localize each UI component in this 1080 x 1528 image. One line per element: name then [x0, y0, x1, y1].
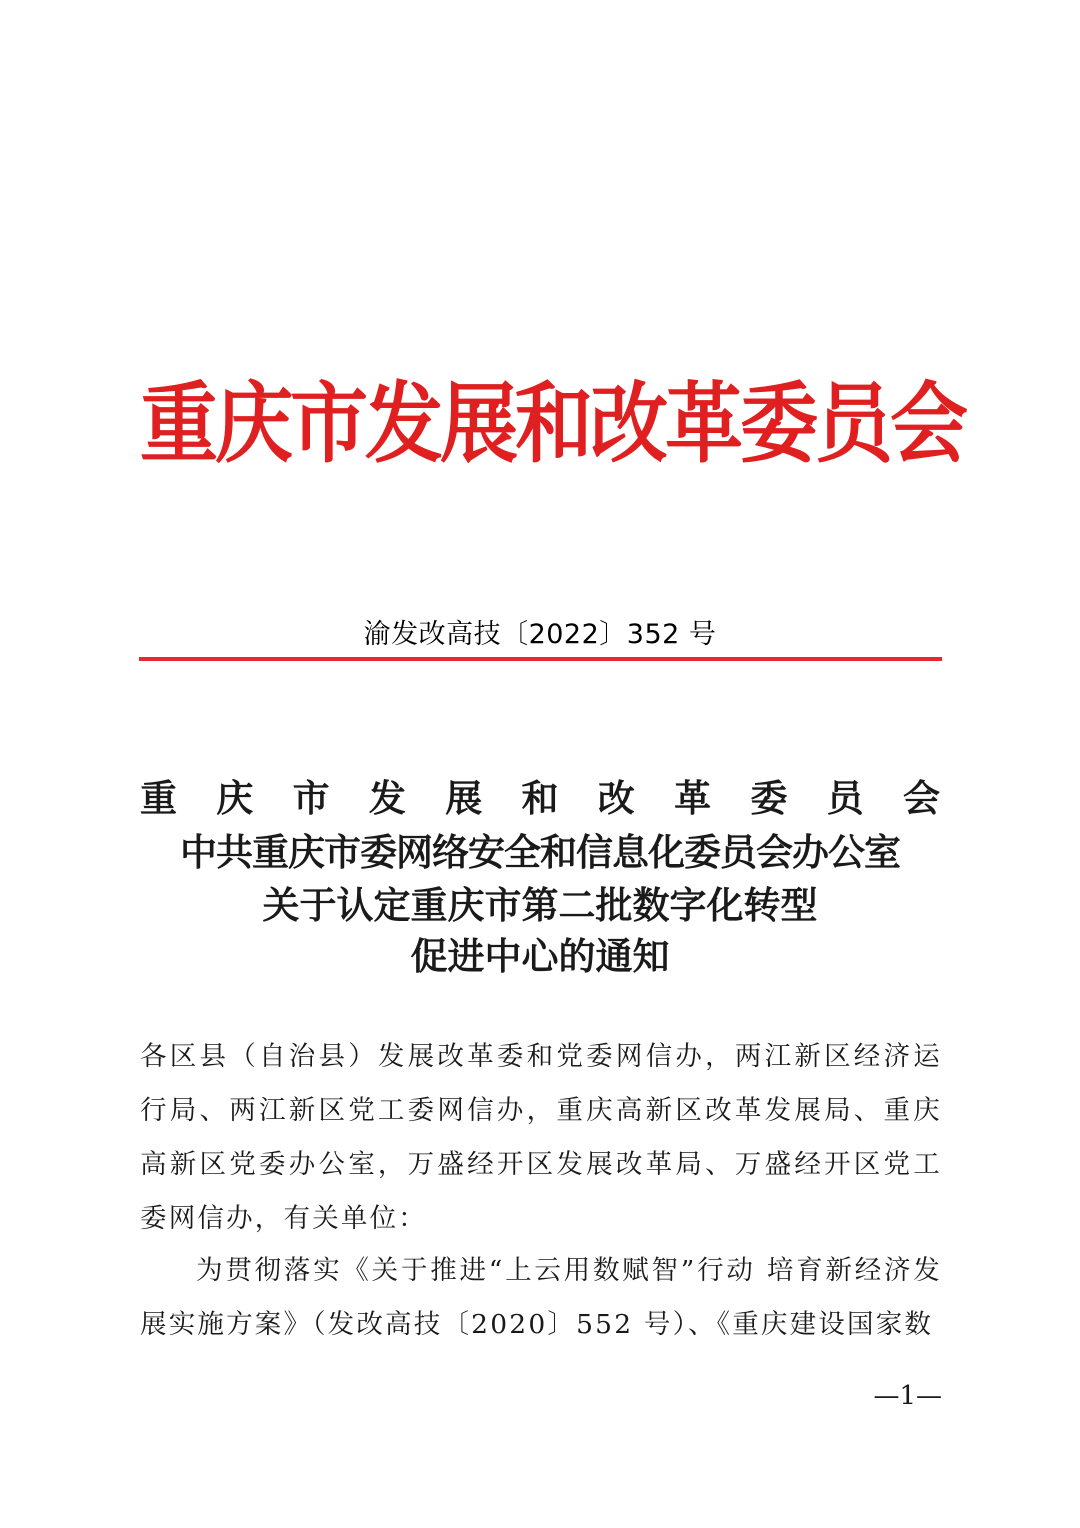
title-char: 重: [140, 776, 177, 820]
addressees-paragraph: 各区县（自治县）发展改革委和党委网信办，两江新区经济运行局、两江新区党工委网信办，重庆高新区改革发展局、重庆高新区党委办公室，万盛经开区发展改革局、万盛经开区党工委网信办，有关单位：: [140, 1041, 942, 1234]
title-char: 展: [445, 776, 483, 820]
title-line-3: 关于认定重庆市第二批数字化转型: [262, 883, 818, 927]
page-number: —1—: [873, 1381, 942, 1411]
title-line-4: 促进中心的通知: [410, 934, 670, 978]
title-char: 庆: [216, 776, 254, 820]
title-char: 发: [368, 776, 406, 820]
title-char: 员: [826, 776, 864, 820]
red-divider-line: [139, 657, 942, 661]
title-char: 会: [902, 776, 940, 820]
title-char: 委: [750, 776, 788, 820]
title-char: 改: [597, 776, 635, 820]
title-char: 和: [521, 776, 559, 820]
document-number: 渝发改高技〔2022〕352 号: [363, 619, 717, 650]
title-line-1: [140, 770, 940, 826]
masthead-title: 重庆市发展和改革委员会: [140, 373, 966, 476]
title-char: 革: [674, 776, 712, 820]
title-line-2: 中共重庆市委网络安全和信息化委员会办公室: [180, 830, 900, 874]
title-char: 市: [292, 776, 330, 820]
body-paragraph-1: 为贯彻落实《关于推进“上云用数赋智”行动 培育新经济发展实施方案》（发改高技〔2020〕552 号）、《重庆建设国家数: [140, 1255, 942, 1340]
